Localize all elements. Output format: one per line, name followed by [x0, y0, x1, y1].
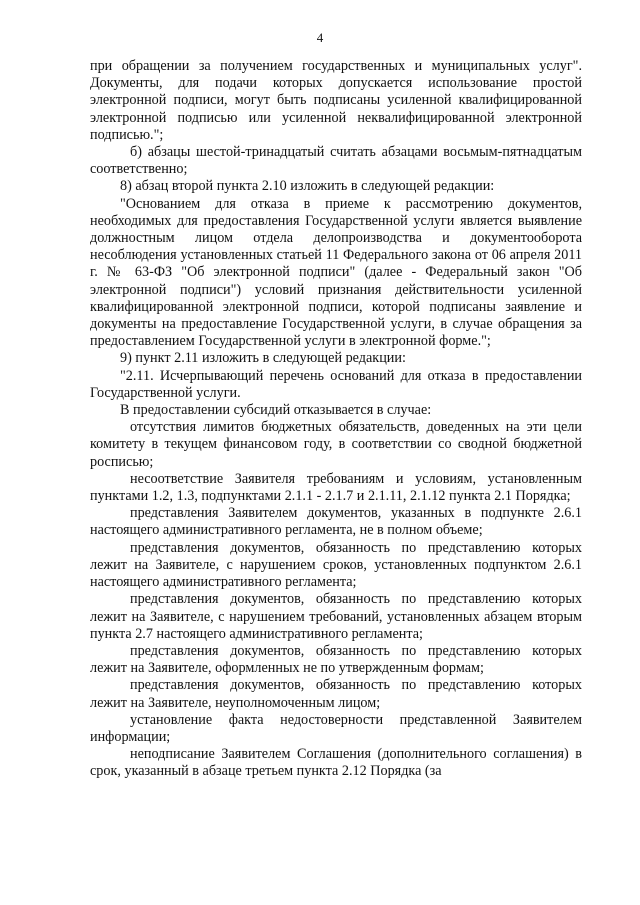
- paragraph: отсутствия лимитов бюджетных обязательств, доведенных на эти цели комитету в текущем финансовом году, в соответствии со сводной бюджетной росписью;: [90, 419, 582, 470]
- paragraph: б) абзацы шестой-тринадцатый считать абзацами восьмым-пятнадцатым соответственно;: [90, 144, 582, 178]
- paragraph: представления документов, обязанность по представлению которых лежит на Заявителе, неуполномоченным лицом;: [90, 677, 582, 711]
- paragraph: представления документов, обязанность по представлению которых лежит на Заявителе, с нарушением сроков, установленных подпунктом 2.6.1 настоящего административного регламента;: [90, 539, 582, 591]
- paragraph: В предоставлении субсидий отказывается в случае:: [120, 402, 432, 419]
- paragraph: 9) пункт 2.11 изложить в следующей редакции:: [120, 350, 406, 367]
- paragraph: представления Заявителем документов, указанных в подпункте 2.6.1 настоящего административного регламента, не в полном объеме;: [90, 505, 582, 539]
- paragraph: 8) абзац второй пункта 2.10 изложить в следующей редакции:: [120, 178, 495, 195]
- paragraph: при обращении за получением государственных и муниципальных услуг". Документы, для подачи которых допускается использование простой электронной подписи, могут быть подписаны усиленной квалифицированной электронной подписью или усиленной неквалифицированной электронной подписью.";: [90, 58, 582, 143]
- document-body: [90, 58, 582, 781]
- paragraph: установление факта недостоверности представленной Заявителем информации;: [90, 711, 582, 745]
- paragraph: "2.11. Исчерпывающий перечень оснований для отказа в предоставлении Государственной услуги.: [90, 367, 582, 401]
- page-number: 4: [316, 30, 324, 45]
- paragraph: неподписание Заявителем Соглашения (дополнительного соглашения) в срок, указанный в абзаце третьем пункта 2.12 Порядка (за: [90, 746, 582, 780]
- paragraph: представления документов, обязанность по представлению которых лежит на Заявителе, оформленных не по утвержденным формам;: [90, 642, 582, 677]
- paragraph: несоответствие Заявителя требованиям и условиям, установленным пунктами 1.2, 1.3, подпунктами 2.1.1 - 2.1.7 и 2.1.11, 2.1.12 пункта 2.1 Порядка;: [90, 470, 582, 505]
- paragraph: представления документов, обязанность по представлению которых лежит на Заявителе, с нарушением требований, установленных абзацем вторым пункта 2.7 настоящего административного регламента;: [90, 591, 582, 642]
- paragraph: "Основанием для отказа в приеме к рассмотрению документов, необходимых для предоставления Государственной услуги является выявление должностным лицом отдела делопроизводства и документооборота несоблюдения установленных статьей 11 Федерального закона от 06 апреля 2011 г. № 63-ФЗ "Об электронной подписи" (далее - Федеральный закон "Об электронной подписи") условий признания действительности усиленной квалифицированной электронной подписи, которой подписаны заявление и документы на предоставление Государственной услуги, в случае обращения за предоставлением Государственной услуги в электронной форме.";: [90, 195, 582, 350]
